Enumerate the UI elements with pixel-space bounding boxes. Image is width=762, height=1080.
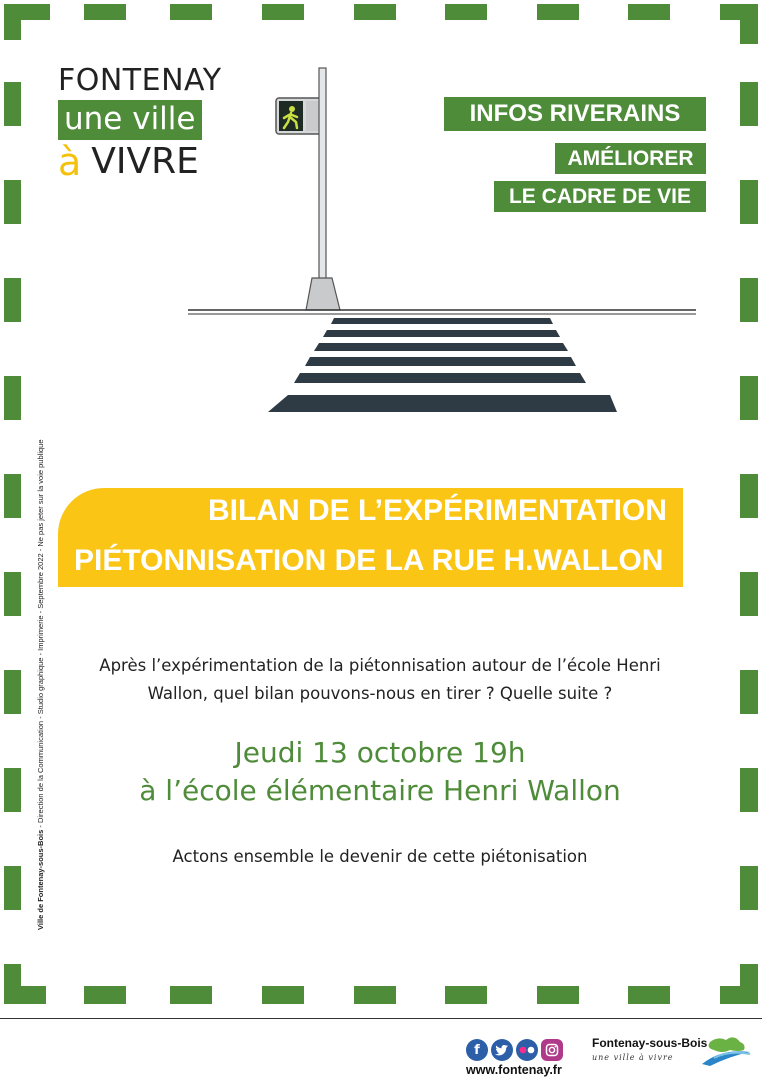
twitter-icon[interactable] [491,1039,513,1061]
frame-dash [170,986,212,1004]
banner-line-2: PIÉTONNISATION DE LA RUE H.WALLON [74,544,664,577]
frame-dash [740,964,758,1004]
zebra-stripe [323,330,560,337]
intro-paragraph [60,652,700,708]
instagram-icon[interactable] [541,1039,563,1061]
city-name: Fontenay-sous-Bois [592,1036,708,1050]
footer-divider [0,1018,762,1019]
frame-dash [4,376,21,420]
frame-dash [4,964,21,1004]
frame-dash [354,4,396,20]
frame-dash [628,4,670,20]
flickr-icon[interactable] [516,1039,538,1061]
frame-dash [354,986,396,1004]
zebra-stripe [314,343,568,351]
zebra-stripe [268,395,617,412]
banner-line-1: BILAN DE L’EXPÉRIMENTATION [208,494,667,527]
city-emblem-icon [700,1034,752,1068]
frame-dash [4,866,21,910]
credit-details: - Direction de la Communication - Studio graphique - Imprimerie - Septembre 2022 - Ne pas jeter sur la voie publique [36,439,45,830]
logo-line-une-ville: une ville [58,100,202,140]
intro-line-2: Wallon, quel bilan pouvons-nous en tirer ? Quelle suite ? [147,684,613,703]
pole-base [306,278,340,310]
frame-dash [740,572,758,616]
frame-dash [4,670,21,714]
frame-dash [445,4,487,20]
event-place: à l’école élémentaire Henri Wallon [139,774,621,807]
event-details [60,734,700,810]
frame-dash [4,768,21,812]
closing-line: Actons ensemble le devenir de cette piétonisation [172,847,588,866]
tag-cadre-de-vie: LE CADRE DE VIE [494,181,706,212]
logo-vivre-word: VIVRE [91,141,199,182]
frame-dash [4,474,21,518]
website-link[interactable]: www.fontenay.fr [466,1063,562,1077]
logo-a-letter: à [58,140,82,184]
title-banner [58,488,683,587]
frame-dash [740,82,758,126]
frame-dash [84,4,126,20]
pedestrian-light-icon [276,98,324,134]
zebra-stripe [305,357,576,366]
frame-dash [84,986,126,1004]
frame-dash [4,572,21,616]
credit-city: Ville de Fontenay-sous-Bois [36,829,45,930]
zebra-stripe [294,373,586,383]
zebra-stripes [268,318,617,412]
print-credit [36,410,48,930]
frame-dash [4,82,21,126]
logo-line-fontenay: FONTENAY [58,63,222,98]
frame-dash [4,4,21,40]
frame-dash [537,4,579,20]
frame-dash [740,474,758,518]
frame-dash [537,986,579,1004]
frame-dash [740,180,758,224]
frame-dash [170,4,212,20]
frame-dash [4,278,21,322]
frame-dash [20,4,50,20]
frame-dash [740,768,758,812]
frame-dash [740,376,758,420]
frame-dash [262,986,304,1004]
frame-dash [628,986,670,1004]
frame-dash [445,986,487,1004]
frame-dash [262,4,304,20]
crosswalk-illustration [180,60,700,420]
tag-ameliorer: AMÉLIORER [555,143,706,174]
frame-dash [740,278,758,322]
zebra-stripe [331,318,553,324]
tag-infos-riverains: INFOS RIVERAINS [444,97,706,131]
frame-dash [4,180,21,224]
facebook-icon[interactable]: f [466,1039,488,1061]
frame-dash [740,670,758,714]
city-tagline: une ville à vivre [592,1053,674,1062]
frame-dash [740,866,758,910]
intro-line-1: Après l’expérimentation de la piétonnisation autour de l’école Henri [99,656,661,675]
light-pole [319,68,326,280]
frame-dash [720,4,758,20]
event-date: Jeudi 13 octobre 19h [234,736,526,769]
frame-dash [740,20,758,44]
